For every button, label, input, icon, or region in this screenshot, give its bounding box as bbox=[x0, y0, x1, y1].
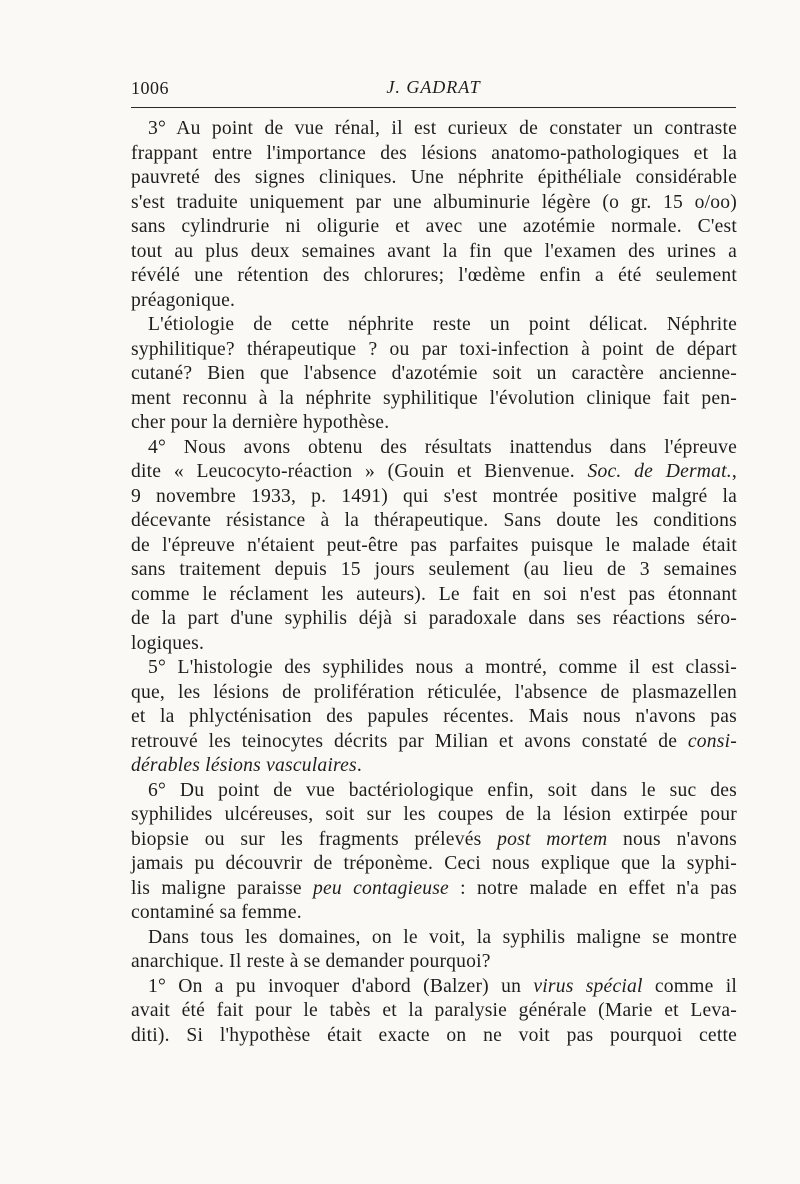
text-segment: L'étiologie de cette néphrite reste un point délicat. Néphrite bbox=[148, 314, 737, 335]
text-segment: comme il bbox=[642, 975, 738, 997]
italic-text-segment: virus spécial bbox=[533, 975, 643, 997]
text-line bbox=[131, 999, 737, 1024]
text-line bbox=[131, 1024, 737, 1049]
text-segment: sans cylindrurie ni oligurie et avec une azotémie normale. C'est bbox=[131, 216, 737, 237]
text-line bbox=[131, 828, 737, 853]
text-line bbox=[131, 534, 737, 559]
text-line bbox=[131, 926, 737, 951]
text-segment: comme le réclament les auteurs). Le fait en soi n'est pas étonnant bbox=[131, 583, 737, 605]
italic-text-segment: peu contagieuse bbox=[313, 877, 449, 899]
text-segment: révélé une rétention des chlorures; l'œdème enfin a été seulement bbox=[131, 265, 737, 286]
text-line bbox=[131, 509, 737, 534]
text-segment: décevante résistance à la thérapeutique. Sans doute les conditions bbox=[131, 510, 737, 531]
text-line bbox=[131, 313, 737, 338]
text-line bbox=[131, 705, 737, 730]
text-line bbox=[131, 191, 737, 216]
text-segment: 6° Du point de vue bactériologique enfin, soit dans le suc des bbox=[148, 779, 737, 801]
text-segment: pauvreté des signes cliniques. Une néphrite épithéliale considérable bbox=[131, 167, 737, 188]
text-segment: frappant entre l'importance des lésions anatomo-pathologiques et la bbox=[131, 142, 737, 164]
text-segment: anarchique. Il reste à se demander pourquoi? bbox=[131, 951, 491, 972]
text-line bbox=[131, 852, 737, 877]
text-segment: ment reconnu à la néphrite syphilitique l'évolution clinique fait pen- bbox=[131, 387, 737, 409]
text-line bbox=[131, 901, 737, 926]
text-segment: 3° Au point de vue rénal, il est curieux de constater un contraste bbox=[148, 118, 737, 139]
text-line bbox=[131, 877, 737, 902]
text-line bbox=[131, 460, 737, 485]
text-line bbox=[131, 411, 737, 436]
text-segment: préagonique. bbox=[131, 289, 236, 311]
text-segment: 5° L'histologie des syphilides nous a montré, comme il est classi- bbox=[148, 657, 737, 678]
text-line bbox=[131, 362, 737, 387]
text-line bbox=[131, 485, 737, 510]
text-segment: contaminé sa femme. bbox=[131, 902, 302, 923]
text-segment: : notre malade en effet n'a pas bbox=[448, 877, 737, 899]
text-line bbox=[131, 289, 737, 314]
text-line bbox=[131, 338, 737, 363]
text-line bbox=[131, 950, 737, 975]
header-rule bbox=[131, 107, 736, 108]
text-line bbox=[131, 656, 737, 681]
text-segment: jamais pu découvrir de tréponème. Ceci nous explique que la syphi- bbox=[131, 853, 737, 874]
page-number: 1006 bbox=[131, 78, 169, 98]
text-segment: . bbox=[356, 755, 362, 776]
text-segment: nous n'avons bbox=[607, 828, 738, 850]
text-line bbox=[131, 240, 737, 265]
text-segment: Dans tous les domaines, on le voit, la syphilis maligne se montre bbox=[148, 926, 737, 948]
text-segment: que, les lésions de prolifération réticulée, l'absence de plasmazellen bbox=[131, 681, 737, 703]
text-line bbox=[131, 264, 737, 289]
text-line bbox=[131, 142, 737, 167]
text-segment: 4° Nous avons obtenu des résultats inattendus dans l'épreuve bbox=[148, 436, 737, 458]
text-segment: , bbox=[731, 461, 737, 482]
text-segment: syphilitique? thérapeutique ? ou par toxi-infection à point de départ bbox=[131, 338, 737, 360]
text-segment: s'est traduite uniquement par une albuminurie légère (o gr. 15 o/oo) bbox=[131, 191, 737, 213]
text-segment: de la part d'une syphilis déjà si paradoxale dans ses réactions séro- bbox=[131, 608, 737, 629]
text-segment: biopsie ou sur les fragments prélevés bbox=[131, 828, 498, 850]
italic-text-segment: dérables lésions vasculaires bbox=[131, 755, 357, 776]
text-segment: cher pour la dernière hypothèse. bbox=[131, 412, 390, 433]
text-segment: diti). Si l'hypothèse était exacte on ne voit pas pourquoi cette bbox=[131, 1024, 737, 1046]
text-line bbox=[131, 803, 737, 828]
text-segment: retrouvé les teinocytes décrits par Milian et avons constaté de bbox=[131, 730, 688, 752]
text-line bbox=[131, 436, 737, 461]
text-line bbox=[131, 779, 737, 804]
text-line bbox=[131, 975, 737, 1000]
text-segment: syphilides ulcéreuses, soit sur les coupes de la lésion extirpée pour bbox=[131, 804, 737, 825]
text-segment: sans traitement depuis 15 jours seulement (au lieu de 3 semaines bbox=[131, 559, 737, 580]
text-line bbox=[131, 558, 737, 583]
text-line bbox=[131, 387, 737, 412]
page-header bbox=[131, 74, 736, 104]
text-line bbox=[131, 607, 737, 632]
body-text bbox=[131, 117, 737, 1048]
text-line bbox=[131, 754, 737, 779]
text-segment: 9 novembre 1933, p. 1491) qui s'est montrée positive malgré la bbox=[131, 485, 737, 507]
text-segment: de l'épreuve n'étaient peut-être pas parfaites puisque le malade était bbox=[131, 534, 737, 556]
text-segment: logiques. bbox=[131, 632, 205, 654]
text-line bbox=[131, 632, 737, 657]
text-segment: avait été fait pour le tabès et la paralysie générale (Marie et Leva- bbox=[131, 1000, 737, 1021]
text-line bbox=[131, 117, 737, 142]
text-line bbox=[131, 215, 737, 240]
text-line bbox=[131, 583, 737, 608]
italic-text-segment: post mortem bbox=[497, 828, 608, 850]
text-segment: 1° On a pu invoquer d'abord (Balzer) un bbox=[148, 975, 534, 997]
text-segment: et la phlycténisation des papules récentes. Mais nous n'avons pas bbox=[131, 706, 737, 727]
italic-text-segment: Soc. de Dermat. bbox=[587, 461, 732, 482]
text-line bbox=[131, 681, 737, 706]
text-line bbox=[131, 166, 737, 191]
text-segment: cutané? Bien que l'absence d'azotémie soit un caractère ancienne- bbox=[131, 363, 737, 384]
text-segment: lis maligne paraisse bbox=[131, 877, 314, 899]
text-segment: tout au plus deux semaines avant la fin que l'examen des urines a bbox=[131, 240, 737, 262]
running-title: J. GADRAT bbox=[386, 77, 481, 97]
text-line bbox=[131, 730, 737, 755]
text-segment: dite « Leucocyto-réaction » (Gouin et Bienvenue. bbox=[131, 461, 588, 482]
italic-text-segment: consi- bbox=[687, 730, 737, 752]
